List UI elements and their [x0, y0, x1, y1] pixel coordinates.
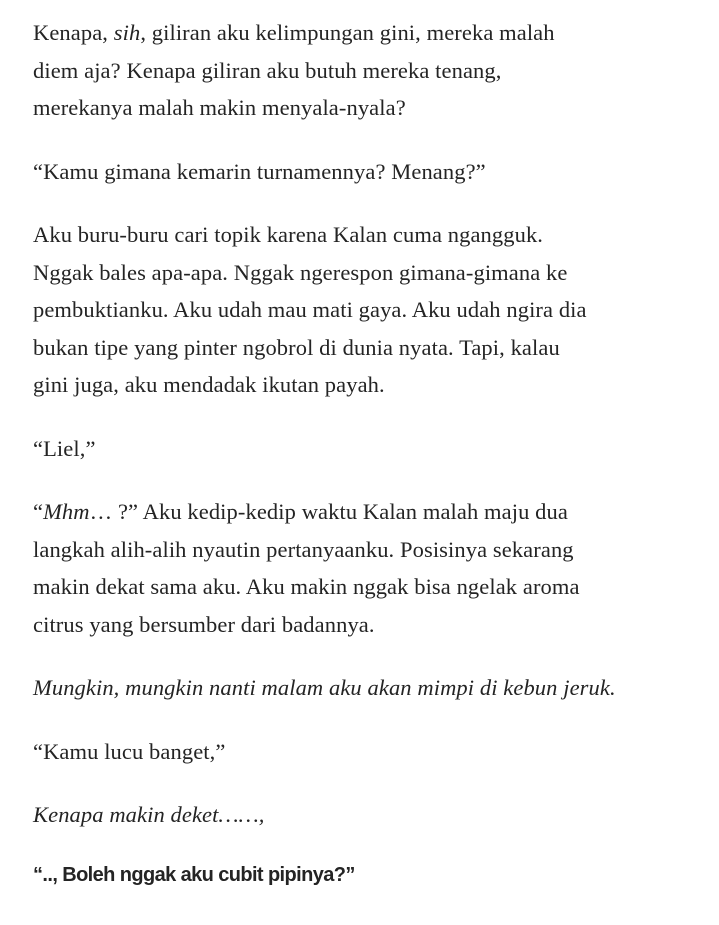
paragraph-5 [33, 493, 705, 643]
emphasis-sih: sih [113, 20, 141, 45]
paragraph-7 [33, 733, 705, 771]
paragraph-5-line-1: “Mhm… ?” Aku kedip-kedip waktu Kalan malah maju dua [33, 499, 568, 524]
paragraph-6-line-1: Mungkin, mungkin nanti malam aku akan mimpi di kebun jeruk. [33, 675, 616, 700]
paragraph-5-line-3: makin dekat sama aku. Aku makin nggak bisa ngelak aroma [33, 574, 580, 599]
article-body [33, 14, 705, 890]
paragraph-8-line-1: Kenapa makin deket……, [33, 802, 265, 827]
paragraph-3-line-3: pembuktianku. Aku udah mau mati gaya. Aku udah ngira dia [33, 297, 587, 322]
paragraph-3-line-2: Nggak bales apa-apa. Nggak ngerespon gimana-gimana ke [33, 259, 568, 285]
paragraph-1-line-2: diem aja? Kenapa giliran aku butuh mereka tenang, [33, 57, 502, 83]
paragraph-1-line-1: Kenapa, sih, giliran aku kelimpungan gini, mereka malah [33, 20, 555, 45]
paragraph-9-bold: “.., Boleh nggak aku cubit pipinya?” [33, 863, 355, 886]
paragraph-2-line-1: “Kamu gimana kemarin turnamennya? Menang?” [33, 158, 486, 184]
paragraph-4-line-1: “Liel,” [33, 435, 96, 461]
paragraph-3 [33, 216, 705, 404]
paragraph-2 [33, 153, 705, 191]
paragraph-4 [33, 430, 705, 468]
paragraph-1 [33, 14, 705, 127]
paragraph-3-line-4: bukan tipe yang pinter ngobrol di dunia nyata. Tapi, kalau [33, 334, 560, 360]
paragraph-8 [33, 796, 705, 834]
paragraph-3-line-1: Aku buru-buru cari topik karena Kalan cuma ngangguk. [33, 222, 544, 247]
paragraph-1-line-3: merekanya malah makin menyala-nyala? [33, 95, 406, 120]
paragraph-3-line-5: gini juga, aku mendadak ikutan payah. [33, 372, 385, 397]
paragraph-6 [33, 669, 705, 707]
paragraph-5-line-2: langkah alih-alih nyautin pertanyaanku. Posisinya sekarang [33, 536, 574, 562]
paragraph-7-line-1: “Kamu lucu banget,” [33, 738, 226, 764]
paragraph-5-line-4: citrus yang bersumber dari badannya. [33, 611, 375, 637]
emphasis-mhm: Mhm [43, 499, 90, 524]
